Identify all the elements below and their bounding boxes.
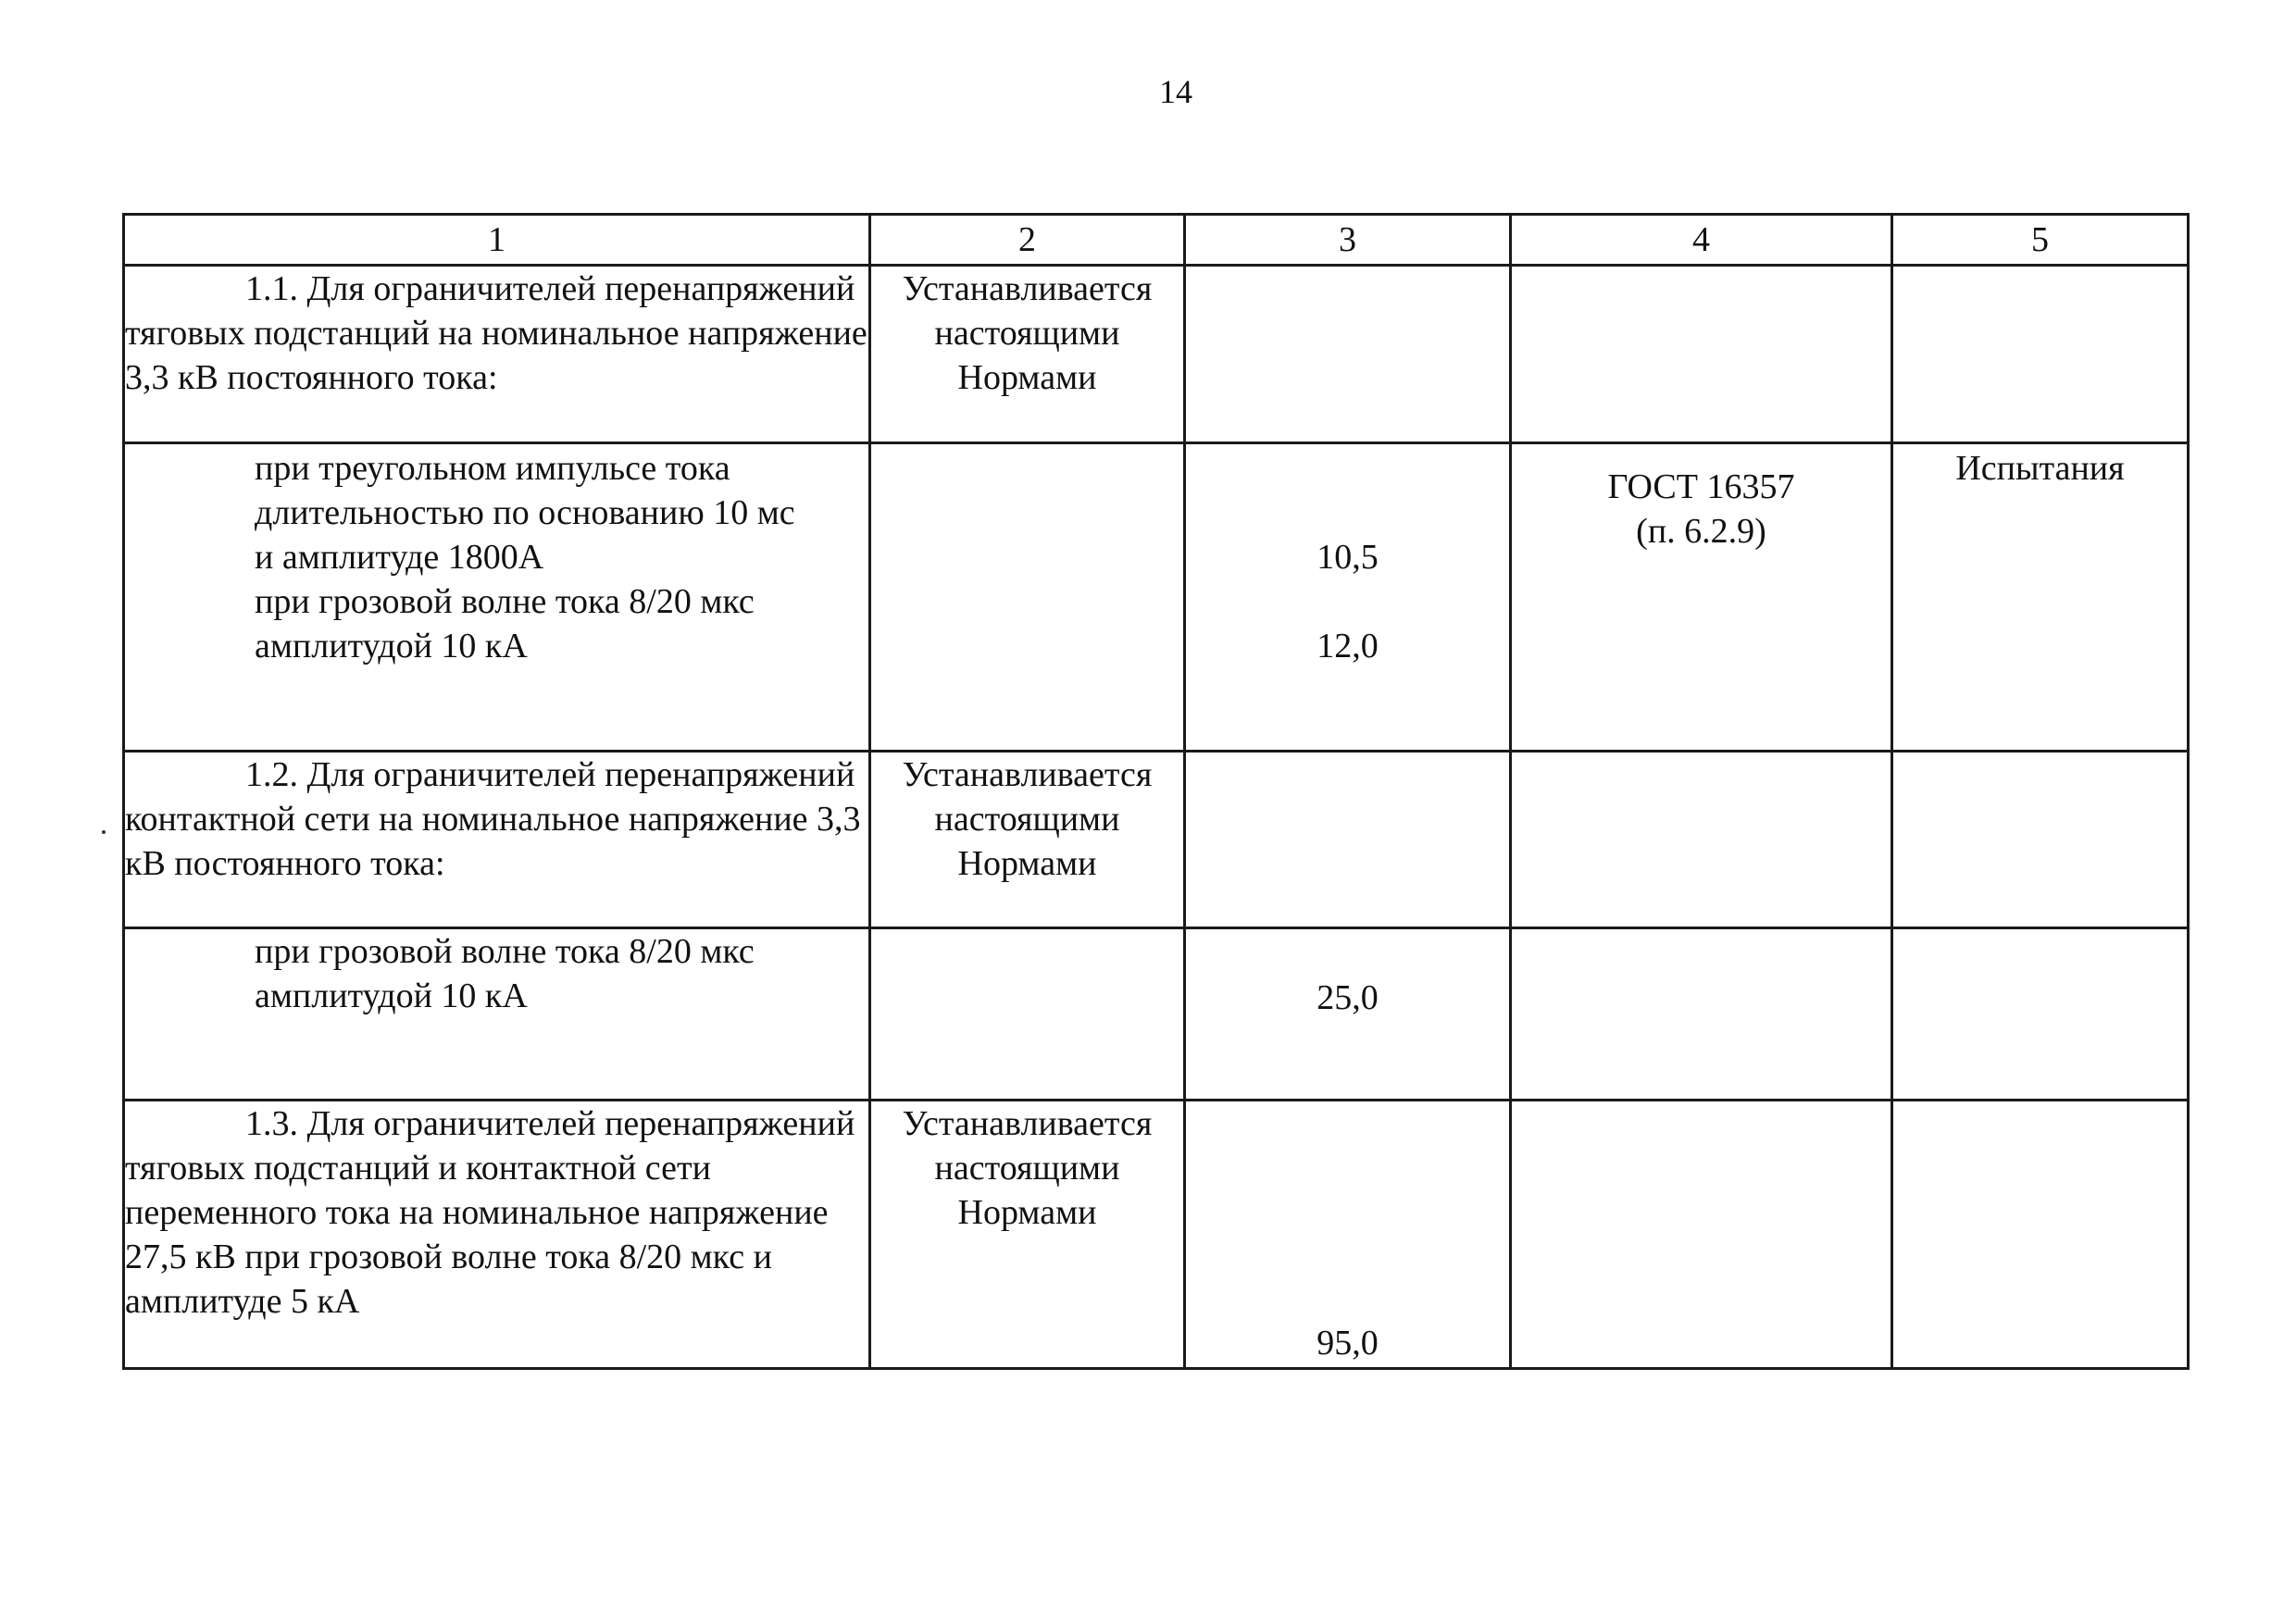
value-1: 10,5 bbox=[1316, 538, 1379, 577]
detail-line: при грозовой волне тока 8/20 мкс bbox=[255, 932, 755, 971]
section-1-2-value-cell bbox=[1185, 752, 1511, 928]
table-row bbox=[124, 752, 2189, 928]
section-1-1-value-cell bbox=[1185, 266, 1511, 443]
section-1-1-values-cell bbox=[1185, 443, 1511, 752]
section-1-1-norm-cell bbox=[870, 266, 1185, 443]
value-1: 25,0 bbox=[1316, 978, 1379, 1017]
section-1-3-method-cell bbox=[1892, 1101, 2189, 1369]
section-1-1-detail-cell bbox=[124, 443, 870, 752]
section-1-3-reference-cell bbox=[1511, 1101, 1892, 1369]
section-1-3-norm-cell bbox=[870, 1101, 1185, 1369]
test-method: Испытания bbox=[1955, 449, 2125, 488]
detail-line: амплитудой 10 кА bbox=[255, 627, 528, 665]
header-col-5: 5 bbox=[1892, 215, 2189, 266]
section-1-2-norm: Устанавливается настоящими Нормами bbox=[902, 755, 1153, 883]
header-col-4: 4 bbox=[1511, 215, 1892, 266]
scan-artifact-dot bbox=[102, 830, 106, 834]
section-1-3-title-cell bbox=[124, 1101, 870, 1369]
section-1-2-detail-norm-cell bbox=[870, 928, 1185, 1101]
section-1-1-title: 1.1. Для ограничителей перенапряжений тяговых подстанций на номинальное напряжение 3,3 кВ постоянного тока: bbox=[125, 269, 867, 397]
section-1-1-detail-norm-cell bbox=[870, 443, 1185, 752]
detail-line: и амплитуде 1800А bbox=[255, 538, 544, 577]
reference-standard: ГОСТ 16357 bbox=[1607, 467, 1795, 506]
table-row bbox=[124, 266, 2189, 443]
header-col-1: 1 bbox=[124, 215, 870, 266]
value-1: 95,0 bbox=[1316, 1324, 1379, 1362]
table-row bbox=[124, 1101, 2189, 1369]
section-1-2-method-detail-cell bbox=[1892, 928, 2189, 1101]
detail-line: амплитудой 10 кА bbox=[255, 976, 528, 1015]
section-1-1-reference-cell bbox=[1511, 266, 1892, 443]
page-number: 14 bbox=[1159, 73, 1192, 110]
section-1-3-norm: Устанавливается настоящими Нормами bbox=[902, 1104, 1153, 1232]
section-1-2-title-cell bbox=[124, 752, 870, 928]
section-1-2-reference-cell bbox=[1511, 752, 1892, 928]
section-1-2-title: 1.2. Для ограничителей перенапряжений контактной сети на номинальное напряжение 3,3 кВ постоянного тока: bbox=[125, 755, 861, 883]
section-1-2-method-cell bbox=[1892, 752, 2189, 928]
section-1-2-detail-cell bbox=[124, 928, 870, 1101]
section-1-1-method-detail-cell bbox=[1892, 443, 2189, 752]
section-1-1-title-cell bbox=[124, 266, 870, 443]
section-1-2-norm-cell bbox=[870, 752, 1185, 928]
header-col-3: 3 bbox=[1185, 215, 1511, 266]
reference-clause: (п. 6.2.9) bbox=[1636, 512, 1766, 551]
detail-line: при грозовой волне тока 8/20 мкс bbox=[255, 582, 755, 621]
header-col-2: 2 bbox=[870, 215, 1185, 266]
section-1-1-method-cell bbox=[1892, 266, 2189, 443]
detail-line: при треугольном импульсе тока bbox=[255, 449, 730, 488]
section-1-3-values-cell bbox=[1185, 1101, 1511, 1369]
table-row bbox=[124, 928, 2189, 1101]
specification-table bbox=[122, 213, 2190, 1370]
section-1-3-title: 1.3. Для ограничителей перенапряжений тяговых подстанций и контактной сети переменного тока на номинальное напряжение 27,5 кВ при грозовой волне тока 8/20 мкс и амплитуде 5 кА bbox=[125, 1104, 855, 1321]
section-1-2-values-cell bbox=[1185, 928, 1511, 1101]
section-1-2-reference-detail-cell bbox=[1511, 928, 1892, 1101]
detail-line: длительностью по основанию 10 мс bbox=[255, 493, 795, 532]
section-1-1-reference-detail-cell bbox=[1511, 443, 1892, 752]
section-1-1-norm: Устанавливается настоящими Нормами bbox=[902, 269, 1153, 397]
table-header-row bbox=[124, 215, 2189, 266]
table-row bbox=[124, 443, 2189, 752]
value-2: 12,0 bbox=[1316, 627, 1379, 665]
